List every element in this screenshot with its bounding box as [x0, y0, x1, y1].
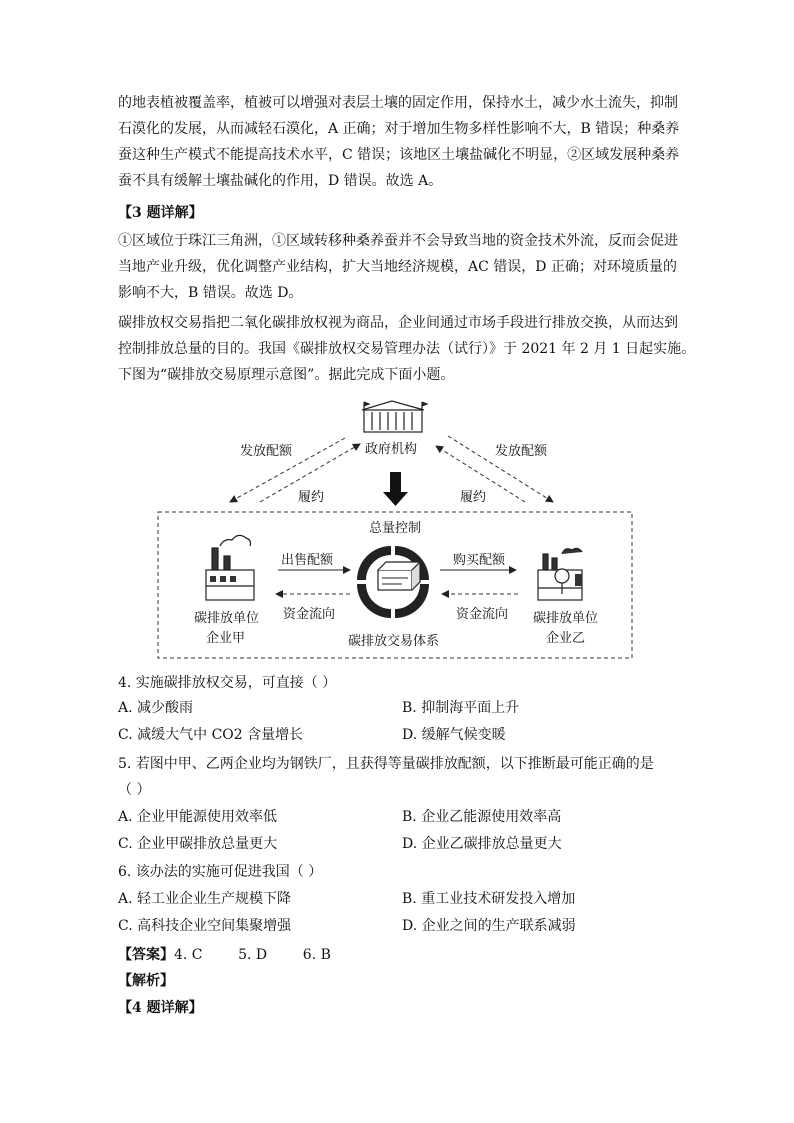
answer-label: 【答案】: [118, 947, 174, 963]
trading-cycle-icon: [357, 546, 429, 618]
issue-quota-label-right: 发放配额: [495, 444, 548, 459]
question-5-option-d: D. 企业乙碳排放总量更大: [402, 836, 562, 852]
material-paragraph: [118, 310, 696, 388]
trading-system-label: 碳排放交易体系: [348, 634, 440, 649]
answer-values: 4. C 5. D 6. B: [174, 947, 331, 963]
paragraph-line: 蚕这种生产模式不能提高技术水平，C 错误；该地区土壤盐碱化不明显，②区域发展种桑养: [118, 147, 680, 163]
big-down-arrow-icon: [383, 472, 408, 506]
enterprise-b-type-label: 碳排放单位: [533, 611, 599, 626]
question-5-option-c: C. 企业甲碳排放总量更大: [118, 836, 278, 852]
paragraph-line: 影响不大，B 错误。故选 D。: [118, 285, 303, 301]
fund-flow-label-left: 资金流向: [283, 607, 336, 622]
government-label: 政府机构: [365, 442, 418, 457]
question-6-option-a: A. 轻工业企业生产规模下降: [118, 891, 292, 907]
paragraph-line: 碳排放权交易指把二氧化碳排放权视为商品，企业间通过市场手段进行排放交换，从而达到: [118, 315, 678, 331]
q3-explanation: [118, 228, 678, 306]
fund-flow-label-right: 资金流向: [456, 607, 509, 622]
paragraph-line: 石漠化的发展，从而减轻石漠化，A 正确；对于增加生物多样性影响不大，B 错误；种桑养: [118, 121, 680, 137]
intro-paragraph: [118, 90, 678, 194]
question-4-option-a: A. 减少酸雨: [118, 700, 194, 716]
comply-label-right: 履约: [460, 490, 487, 505]
q3-heading: 【3 题详解】: [118, 205, 203, 221]
analysis-heading: 【解析】: [118, 973, 174, 989]
question-4-stem: 4. 实施碳排放权交易，可直接（ ）: [118, 675, 337, 691]
q4-heading: 【4 题详解】: [118, 1000, 203, 1016]
question-4-option-c: C. 减缓大气中 CO2 含量增长: [118, 727, 304, 743]
sell-quota-label: 出售配额: [281, 553, 334, 568]
paragraph-line: 当地产业升级，优化调整产业结构，扩大当地经济规模，AC 错误，D 正确；对环境质量的: [118, 259, 677, 275]
paragraph-line: 蚕不具有缓解土壤盐碱化的作用，D 错误。故选 A。: [118, 173, 443, 189]
government-building-icon: [362, 401, 427, 432]
paragraph-line: 的地表植被覆盖率，植被可以增强对表层土壤的固定作用，保持水土，减少水土流失，抑制: [118, 95, 678, 111]
question-4-option-b: B. 抑制海平面上升: [402, 700, 520, 716]
question-6-option-c: C. 高科技企业空间集聚增强: [118, 918, 292, 934]
enterprise-a-name-label: 企业甲: [206, 631, 246, 646]
paragraph-line: 控制排放总量的目的。我国《碳排放权交易管理办法（试行）》于 2021 年 2 月 1 日起实施。: [118, 341, 696, 357]
buy-quota-label: 购买配额: [453, 553, 506, 568]
factory-with-tree-icon: [538, 548, 582, 600]
question-5-option-b: B. 企业乙能源使用效率高: [402, 809, 562, 825]
factory-icon: [206, 535, 254, 600]
comply-label-left: 履约: [298, 490, 325, 505]
question-6-stem: 6. 该办法的实施可促进我国（ ）: [118, 864, 323, 880]
question-4-option-d: D. 缓解气候变暖: [402, 727, 506, 743]
total-control-label: 总量控制: [369, 521, 422, 536]
enterprise-a-type-label: 碳排放单位: [194, 611, 260, 626]
answer-line: [118, 942, 678, 968]
question-5-stem-continued: （ ）: [118, 782, 151, 798]
question-5-option-a: A. 企业甲能源使用效率低: [118, 809, 278, 825]
question-6-option-b: B. 重工业技术研发投入增加: [402, 891, 576, 907]
question-5-stem: 5. 若图中甲、乙两企业均为钢铁厂，且获得等量碳排放配额，以下推断最可能正确的是: [118, 756, 654, 772]
paragraph-line: ①区域位于珠江三角洲，①区域转移种桑养蚕并不会导致当地的资金技术外流，反而会促进: [118, 233, 678, 249]
question-6-option-d: D. 企业之间的生产联系减弱: [402, 918, 576, 934]
paragraph-line: 下图为“碳排放交易原理示意图”。据此完成下面小题。: [118, 367, 455, 383]
carbon-trading-diagram: [150, 398, 640, 663]
enterprise-b-name-label: 企业乙: [546, 631, 586, 646]
issue-quota-label-left: 发放配额: [240, 444, 293, 459]
